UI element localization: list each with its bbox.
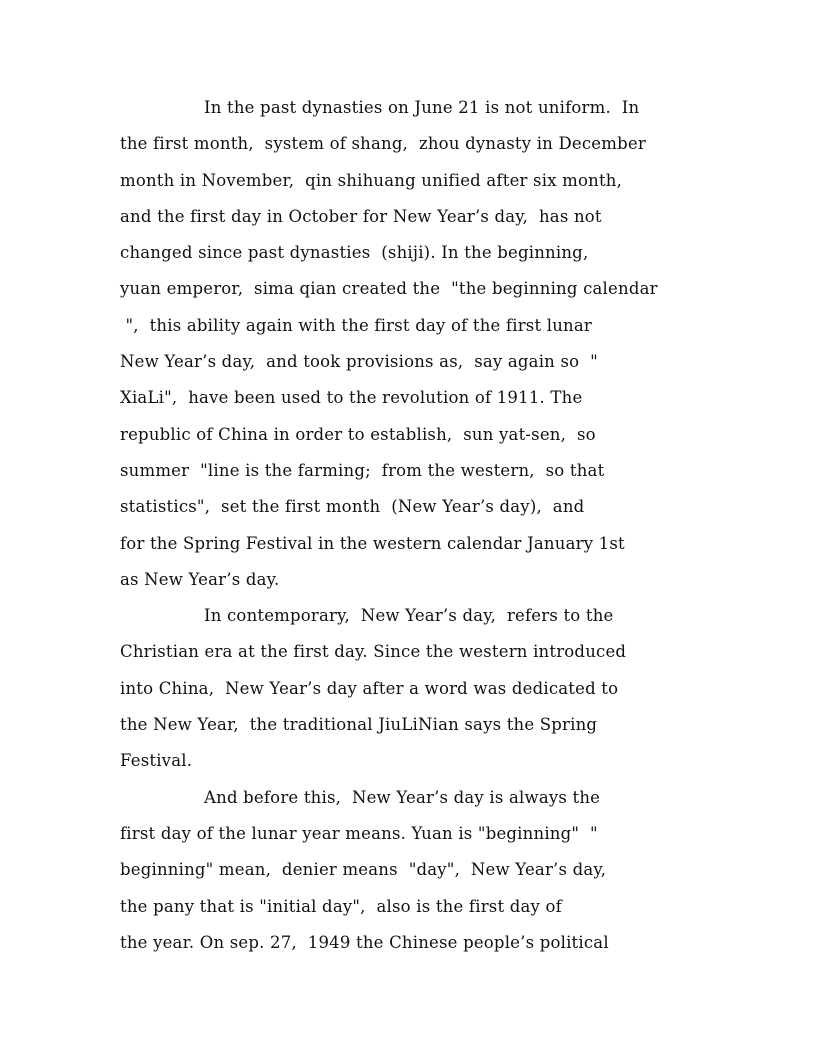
text-line: XiaLi", have been used to the revolution of 1911. The	[120, 388, 583, 408]
text-line: first day of the lunar year means. Yuan is "beginning" "	[120, 823, 598, 843]
text-line: Christian era at the first day. Since the western introduced	[120, 642, 627, 662]
text-line: ", this ability again with the first day of the first lunar	[120, 315, 593, 335]
document-page	[120, 90, 700, 961]
text-line: changed since past dynasties (shiji). In the beginning,	[120, 243, 589, 263]
text-line: And before this, New Year’s day is always the	[204, 787, 601, 807]
text-line: for the Spring Festival in the western calendar January 1st	[120, 533, 625, 553]
text-line: beginning" mean, denier means "day", New Year’s day,	[120, 860, 607, 880]
text-line: statistics", set the first month (New Year’s day), and	[120, 497, 585, 517]
text-line: into China, New Year’s day after a word was dedicated to	[120, 678, 619, 698]
text-line: summer "line is the farming; from the western, so that	[120, 460, 605, 480]
text-line: yuan emperor, sima qian created the "the beginning calendar	[120, 279, 658, 299]
text-line: In the past dynasties on June 21 is not uniform. In	[204, 98, 640, 117]
text-line: New Year’s day, and took provisions as, say again so "	[120, 352, 598, 372]
text-line: as New Year’s day.	[120, 569, 280, 589]
text-line: the pany that is "initial day", also is the first day of	[120, 896, 562, 916]
text-line: month in November, qin shihuang unified after six month,	[120, 170, 623, 190]
text-line: republic of China in order to establish, sun yat-sen, so	[120, 424, 596, 444]
text-line: and the first day in October for New Year’s day, has not	[120, 206, 602, 226]
paragraph-2	[120, 598, 700, 779]
text-line: In contemporary, New Year’s day, refers to the	[204, 606, 614, 626]
text-line: the year. On sep. 27, 1949 the Chinese people’s political	[120, 932, 609, 952]
text-line: the first month, system of shang, zhou dynasty in December	[120, 134, 646, 154]
text-line: the New Year, the traditional JiuLiNian says the Spring	[120, 715, 598, 735]
paragraph-1	[120, 90, 700, 598]
text-line: Festival.	[120, 751, 193, 771]
paragraph-3	[120, 780, 700, 961]
